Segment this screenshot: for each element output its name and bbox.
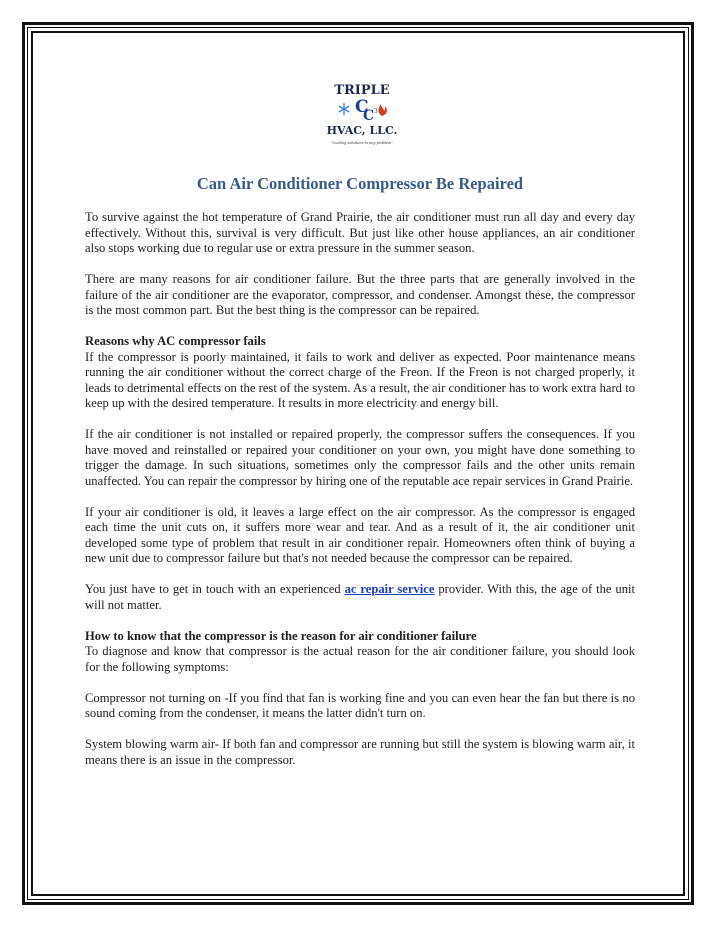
page-title: Can Air Conditioner Compressor Be Repaired xyxy=(196,174,524,193)
ac-repair-service-link[interactable]: ac repair service xyxy=(344,582,435,596)
paragraph-maintenance: If the compressor is poorly maintained, it fails to work and deliver as expected. Poor maintenance means running the air conditioner without the correct charge of the Freon. If the Freon is not charged properly, it leads to detrimental effects on the rest of the system. As a result, the air conditioner has to work extra hard to keep up with the desired temperature. It results in more electricity and energy bill. xyxy=(85,349,635,410)
paragraph-reasons-overview: There are many reasons for air conditioner failure. But the three parts that are generally involved in the failure of the air conditioner are the evaporator, compressor, and condenser. Amongst these, the compressor is the most common part. But the best thing is the compressor can be repaired. xyxy=(85,272,635,317)
logo-tagline: "Cooling solutions to any problem" xyxy=(331,141,393,145)
logo-letter-c2: C xyxy=(363,108,375,124)
paragraph-age: If your air conditioner is old, it leaves a large effect on the air compressor. As the compressor is engaged each time the unit cuts on, it suffers more wear and tear. And as a result of it, the air conditioner unit developed some type of problem that result in air conditioner repair. Homeowners often think of buying a new unit due to compressor failure but that's not needed because the compressor can be repaired. xyxy=(85,504,635,565)
logo-name-line1: TRIPLE xyxy=(334,83,390,98)
paragraph-diagnose: To diagnose and know that compressor is the actual reason for the air conditioner failure, you should look for the following symptoms: xyxy=(85,644,635,674)
svg-text:3: 3 xyxy=(374,108,378,115)
logo-name-line3: HVAC, LLC. xyxy=(326,124,398,137)
paragraph-contact xyxy=(85,582,635,613)
paragraph-installation: If the air conditioner is not installed or repaired properly, the compressor suffers the consequences. If you have moved and reinstalled or repaired your conditioner on your own, you might have done something to trigger the damage. In such situations, sometimes only the compressor fails and the other units remain unaffected. You can repair the compressor by hiring one of the reputable ace repair services in Grand Prairie. xyxy=(85,427,635,488)
company-logo xyxy=(326,78,398,150)
section-reasons xyxy=(85,334,635,412)
logo-letter-c1: C xyxy=(355,97,369,117)
paragraph-symptom-warm-air: System blowing warm air- If both fan and compressor are running but still the system is blowing warm air, it means there is an issue in the compressor. xyxy=(85,737,635,767)
section-diagnose xyxy=(85,629,635,676)
contact-text-after: provider. With this, the age of the unit will not matter. xyxy=(85,582,635,612)
flame-icon xyxy=(378,104,387,116)
section-heading-reasons: Reasons why AC compressor fails xyxy=(85,334,266,348)
contact-text-before: You just have to get in touch with an experienced xyxy=(85,582,345,596)
paragraph-symptom-not-turning-on: Compressor not turning on -If you find that fan is working fine and you can even hear the fan but there is no sound coming from the condenser, it means the latter didn't turn on. xyxy=(85,690,635,720)
article-body xyxy=(85,210,635,784)
snowflake-icon xyxy=(339,103,349,115)
paragraph-intro: To survive against the hot temperature of Grand Prairie, the air conditioner must run all day and every day effectively. Without this, survival is very difficult. But just like other house appliances, an air conditioner also stops working due to regular use or extra pressure in the summer season. xyxy=(85,210,635,255)
section-heading-diagnose: How to know that the compressor is the reason for air conditioner failure xyxy=(85,628,477,643)
